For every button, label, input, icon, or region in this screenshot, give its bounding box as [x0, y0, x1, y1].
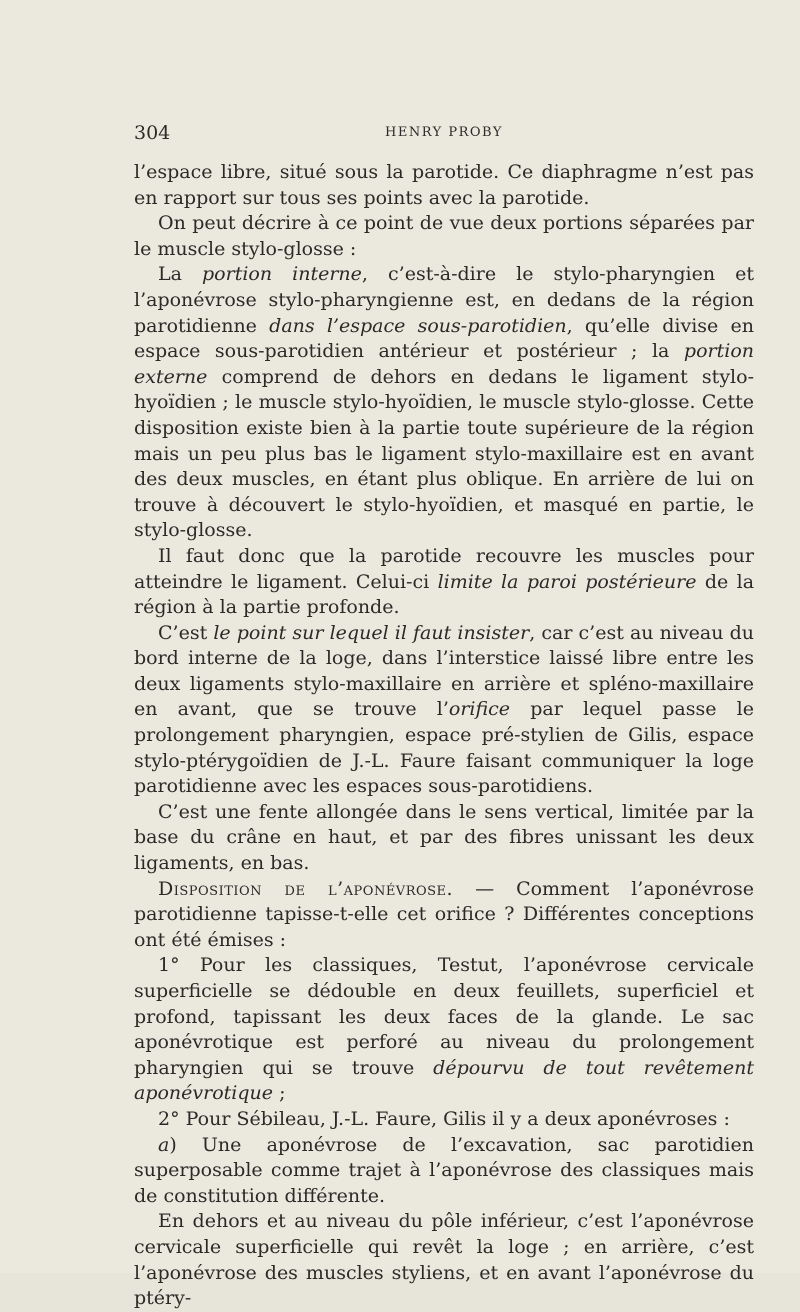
text-run: comprend de dehors en dedans le ligament stylo-hyoïdien ; le muscle stylo-hyoïdien, le muscle stylo-glosse. Cette disposition existe bien à la partie toute supérieure de la région mais un peu plus bas le ligament stylo-maxillaire est en avant des deux muscles, en étant plus oblique. En arrière de lui on trouve à découvert le stylo-hyoïdien, et masqué en partie, le stylo-glosse. — [134, 365, 754, 542]
text-run: , c’est-à-dire le stylo-pharyngien et l’aponévrose stylo-pharyngienne est, en dedans de la région parotidienne — [134, 263, 755, 337]
paragraph — [134, 262, 754, 544]
italic-text: dépourvu de tout revêtement aponévrotique — [134, 1056, 754, 1105]
italic-text: portion externe — [134, 340, 754, 388]
paragraph — [134, 1133, 754, 1210]
section-heading: Disposition de l’aponévrose. — [158, 877, 454, 900]
text-run: de la région à la partie profonde. — [134, 570, 755, 619]
body-text — [134, 160, 754, 1312]
text-run: C’est une fente allongée dans le sens vertical, limitée par la base du crâne en haut, et par des fibres unissant les deux ligaments, en bas. — [134, 800, 754, 875]
text-run: ) Une aponévrose de l’excavation, sac parotidien superposable comme trajet à l’aponévrose des classiques mais de constitution différente. — [134, 1133, 754, 1207]
page-number: 304 — [134, 122, 171, 144]
paragraph — [134, 1209, 754, 1311]
text-run: On peut décrire à ce point de vue deux portions séparées par le muscle stylo-glosse : — [134, 212, 754, 260]
paragraph — [134, 953, 754, 1107]
text-run: Il faut donc que la parotide recouvre les muscles pour atteindre le ligament. Celui-ci — [134, 544, 754, 593]
italic-text: le point sur lequel il faut insister — [213, 621, 530, 644]
text-run: 2° Pour Sébileau, J.-L. Faure, Gilis il y a deux aponévroses : — [158, 1107, 730, 1130]
paragraph — [134, 211, 754, 262]
paragraph — [134, 800, 754, 877]
italic-text: dans l’espace sous-parotidien — [269, 314, 567, 337]
italic-text: limite la paroi postérieure — [437, 570, 697, 593]
paragraph — [134, 621, 754, 800]
running-title: HENRY PROBY — [385, 125, 503, 140]
italic-text: orifice — [448, 698, 511, 721]
text-run: C’est — [158, 621, 214, 644]
italic-text: a — [158, 1133, 170, 1156]
text-run: En dehors et au niveau du pôle inférieur, c’est l’aponévrose cervicale superficielle qui revêt la loge ; en arrière, c’est l’aponévrose des muscles styliens, et en avant l’aponévrose du ptéry- — [134, 1210, 754, 1310]
paragraph — [134, 544, 754, 621]
text-run: , car c’est au niveau du bord interne de la loge, dans l’interstice laissé libre entre les deux ligaments stylo-maxillaire en arrière et spléno-maxillaire en avant, que se trouve l’ — [134, 621, 754, 721]
text-run: , qu’elle divise en espace sous-parotidien antérieur et postérieur ; la — [134, 314, 755, 363]
text-run: l’espace libre, situé sous la parotide. Ce diaphragme n’est pas en rapport sur tous ses points avec la parotide. — [134, 161, 754, 209]
text-run: La — [158, 263, 203, 286]
paragraph — [134, 160, 754, 211]
paragraph — [134, 1107, 754, 1133]
text-run: 1° Pour les classiques, Testut, l’aponévrose cervicale superficielle se dédouble en deux feuillets, superficiel et profond, tapissant les deux faces de la glande. Le sac aponévrotique est perforé au niveau du prolongement pharyngien qui se trouve — [134, 954, 754, 1079]
text-run: par lequel passe le prolongement pharyngien, espace pré-stylien de Gilis, espace stylo-ptérygoïdien de J.-L. Faure faisant communiquer la loge parotidienne avec les espaces sous-parotidiens. — [134, 698, 754, 798]
italic-text: portion interne — [202, 263, 362, 286]
paragraph — [134, 877, 754, 954]
text-run: ; — [273, 1082, 286, 1105]
text-run: — Comment l’aponévrose parotidienne tapisse-t-elle cet orifice ? Différentes conceptions ont été émises : — [134, 877, 754, 951]
